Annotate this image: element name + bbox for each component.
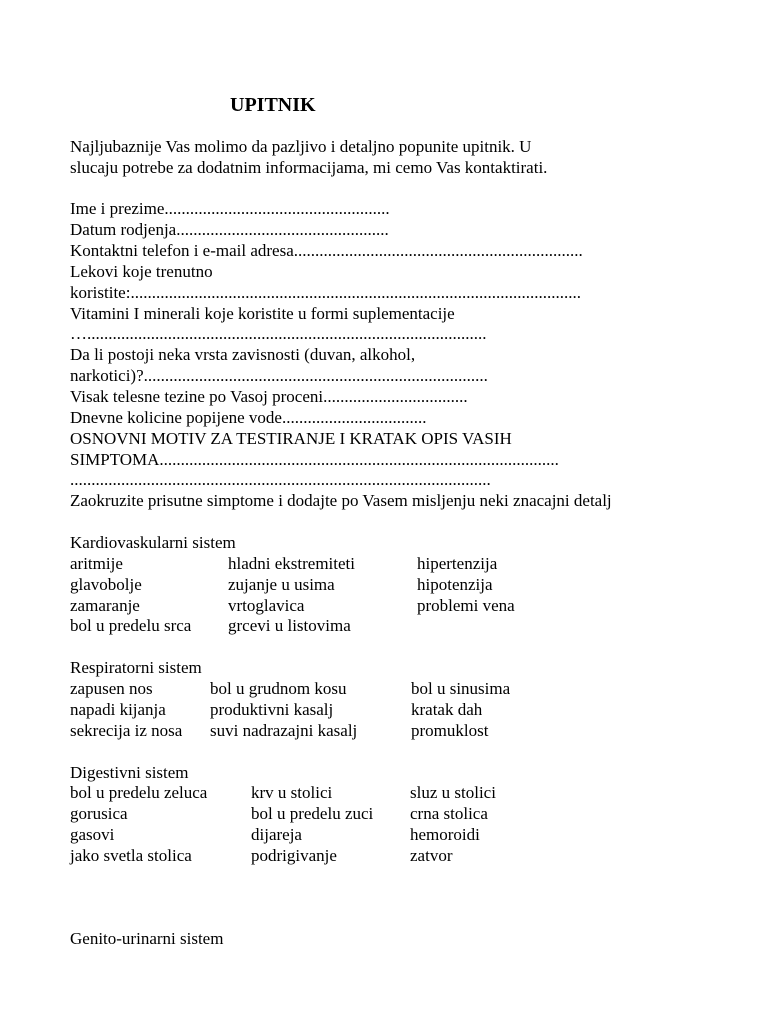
symptom-row	[70, 721, 768, 742]
section-title-respiratory: Respiratorni sistem	[70, 658, 202, 678]
symptom-item: dijareja	[251, 825, 302, 845]
symptom-row	[70, 554, 768, 575]
symptom-item: jako svetla stolica	[70, 845, 192, 865]
section-title-digestive: Digestivni sistem	[70, 762, 189, 782]
blank-line	[70, 116, 768, 137]
field-motive-label: OSNOVNI MOTIV ZA TESTIRANJE I KRATAK OPIS VASIH	[70, 428, 512, 448]
field-contact: Kontaktni telefon i e-mail adresa....................................................................	[70, 241, 583, 261]
symptom-item: hemoroidi	[410, 825, 480, 845]
symptom-item: zatvor	[410, 845, 453, 865]
blank-line	[70, 909, 768, 930]
field-supplements: …..............................................................................................	[70, 324, 487, 344]
field-symptoms: SIMPTOMA..............................................................................................	[70, 449, 559, 469]
blank-line	[70, 742, 768, 763]
symptom-item: gasovi	[70, 825, 115, 845]
symptom-item: zujanje u usima	[228, 574, 335, 594]
blank-line	[70, 867, 768, 888]
symptom-item: kratak dah	[411, 699, 483, 719]
symptom-item: hipotenzija	[417, 574, 493, 594]
symptom-row	[70, 825, 768, 846]
symptom-item: glavobolje	[70, 574, 142, 594]
symptom-item: vrtoglavica	[228, 595, 305, 615]
symptom-item: hipertenzija	[417, 553, 498, 573]
field-medications-label: Lekovi koje trenutno	[70, 261, 213, 281]
symptom-row	[70, 679, 768, 700]
symptom-item: bol u predelu srca	[70, 616, 192, 636]
symptom-item: krv u stolici	[251, 783, 333, 803]
symptom-row	[70, 783, 768, 804]
symptom-item: suvi nadrazajni kasalj	[210, 720, 358, 740]
symptom-row	[70, 575, 768, 596]
intro-line: Najljubaznije Vas molimo da pazljivo i detaljno popunite upitnik. U	[70, 136, 532, 156]
section-title-genitourinary: Genito-urinarni sistem	[70, 929, 224, 949]
symptom-instruction: Zaokruzite prisutne simptome i dodajte po Vasem misljenju neki znacajni detalj	[70, 491, 612, 511]
symptom-item: sekrecija iz nosa	[70, 720, 183, 740]
symptom-item: crna stolica	[410, 804, 488, 824]
field-supplements-label: Vitamini I minerali koje koristite u formi suplementacije	[70, 303, 455, 323]
section-title-cardiovascular: Kardiovaskularni sistem	[70, 533, 236, 553]
symptom-item: napadi kijanja	[70, 699, 166, 719]
symptom-item: bol u predelu zeluca	[70, 783, 208, 803]
symptom-item: grcevi u listovima	[228, 616, 351, 636]
blank-line	[70, 637, 768, 658]
symptom-item: sluz u stolici	[410, 783, 496, 803]
symptom-item: bol u sinusima	[411, 679, 511, 699]
symptom-item: aritmije	[70, 553, 123, 573]
symptom-item: gorusica	[70, 804, 128, 824]
symptom-item: zamaranje	[70, 595, 140, 615]
field-name: Ime i prezime.....................................................	[70, 199, 390, 219]
symptom-item: zapusen nos	[70, 679, 153, 699]
field-excess-weight: Visak telesne tezine po Vasoj proceni..................................	[70, 387, 468, 407]
field-water-intake: Dnevne kolicine popijene vode..................................	[70, 407, 427, 427]
symptom-row	[70, 846, 768, 867]
intro-line: slucaju potrebe za dodatnim informacijama, mi cemo Vas kontaktirati.	[70, 157, 548, 177]
field-birth-date: Datum rodjenja..................................................	[70, 220, 389, 240]
document-title: UPITNIK	[230, 94, 316, 116]
symptom-item: produktivni kasalj	[210, 699, 334, 719]
field-symptoms-continued: ...................................................................................................	[70, 470, 491, 490]
blank-line	[70, 512, 768, 533]
symptom-item: promuklost	[411, 720, 489, 740]
symptom-row	[70, 804, 768, 825]
blank-line	[70, 888, 768, 909]
symptom-item: bol u grudnom kosu	[210, 679, 347, 699]
symptom-item: problemi vena	[417, 595, 515, 615]
blank-line	[70, 178, 768, 199]
symptom-row	[70, 596, 768, 617]
field-addiction-label: Da li postoji neka vrsta zavisnosti (duvan, alkohol,	[70, 345, 416, 365]
symptom-row	[70, 700, 768, 721]
field-addiction: narkotici)?.................................................................................	[70, 366, 488, 386]
symptom-item: hladni ekstremiteti	[228, 553, 355, 573]
symptom-item: bol u predelu zuci	[251, 804, 374, 824]
symptom-row	[70, 616, 768, 637]
field-medications: koristite:..........................................................................................................	[70, 282, 581, 302]
symptom-item: podrigivanje	[251, 845, 337, 865]
